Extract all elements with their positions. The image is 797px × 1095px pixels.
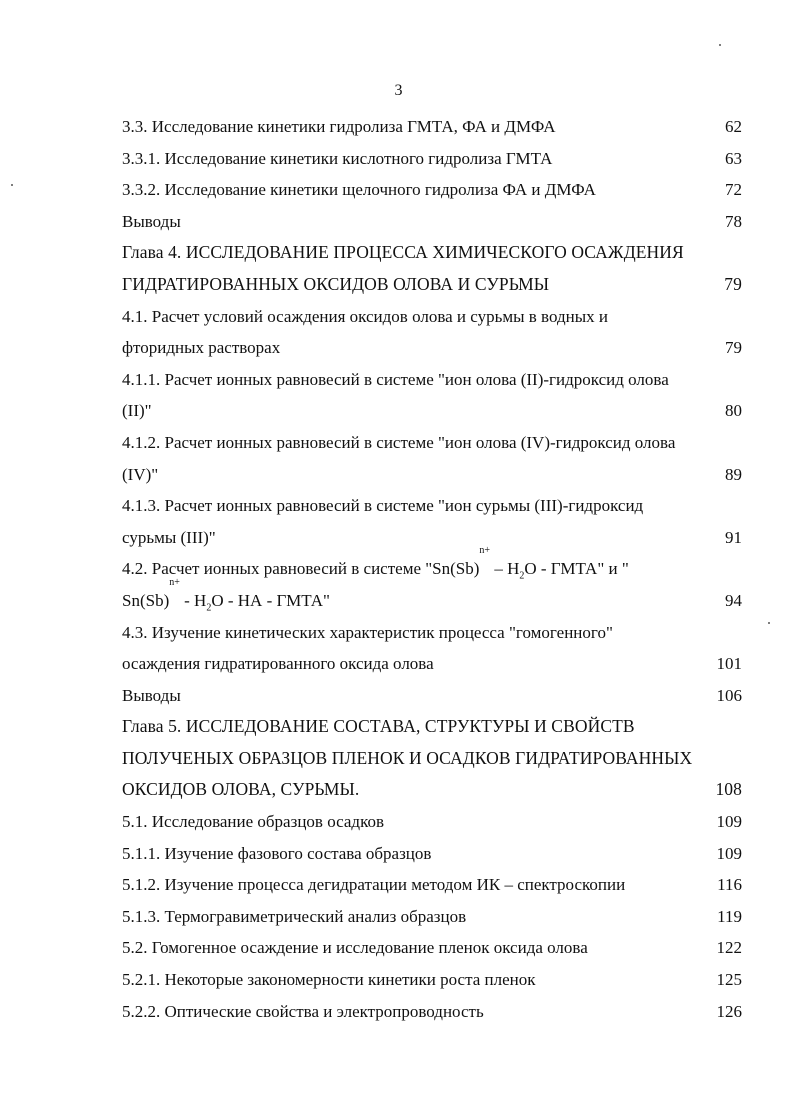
toc-entry-text: 5.2.1. Некоторые закономерности кинетики роста пленок <box>122 970 536 990</box>
toc-entry-text: ПОЛУЧЕНЫХ ОБРАЗЦОВ ПЛЕНОК И ОСАДКОВ ГИДРАТИРОВАННЫХ <box>122 747 693 768</box>
toc-entry <box>122 996 742 1028</box>
toc-entry-text: Глава 4. ИССЛЕДОВАНИЕ ПРОЦЕССА ХИМИЧЕСКОГО ОСАЖДЕНИЯ <box>122 242 684 263</box>
toc-entry <box>122 206 742 238</box>
toc-entry-page: 78 <box>725 211 742 231</box>
chapter-heading <box>122 269 742 301</box>
toc-entry-page: 72 <box>725 180 742 200</box>
toc-entry-page: 125 <box>716 970 742 990</box>
toc-entry <box>122 838 742 870</box>
formula-suffix: O - НА - ГМТА" <box>211 590 330 610</box>
toc-entry-text: фторидных растворах <box>122 338 281 358</box>
toc-entry <box>122 301 742 333</box>
toc-entry-text: 5.1.1. Изучение фазового состава образцов <box>122 843 432 863</box>
toc-entry <box>122 932 742 964</box>
toc-entry-text: осаждения гидратированного оксида олова <box>122 654 434 674</box>
toc-entry-text: 5.1. Исследование образцов осадков <box>122 812 384 832</box>
toc-entry-formula <box>122 545 742 585</box>
chapter-heading <box>122 711 742 743</box>
formula-middle: – H <box>490 559 520 579</box>
chapter-heading <box>122 237 742 269</box>
toc-entry <box>122 364 742 396</box>
toc-entry-text: (IV)" <box>122 464 159 484</box>
toc-entry <box>122 459 742 491</box>
chapter-heading <box>122 774 742 806</box>
toc-entry-page: 94 <box>725 590 742 610</box>
toc-entry-page: 122 <box>716 938 742 958</box>
toc-entry-text: 5.1.3. Термогравиметрический анализ образцов <box>122 906 467 926</box>
toc-entry-text: 5.2. Гомогенное осаждение и исследование пленок оксида олова <box>122 938 588 958</box>
toc-entry-text: сурьмы (III)" <box>122 527 216 547</box>
toc-entry-page: 62 <box>725 117 742 136</box>
toc-entry-page: 91 <box>725 527 742 547</box>
toc-entry-text: 4.1.2. Расчет ионных равновесий в системе "ион олова (IV)-гидроксид олова <box>122 432 676 452</box>
toc-entry-text: (II)" <box>122 401 152 421</box>
toc-entry <box>122 806 742 838</box>
formula-prefix: Sn(Sb) <box>122 590 170 610</box>
formula-middle: - H <box>179 590 207 610</box>
toc-entry-text: ОКСИДОВ ОЛОВА, СУРЬМЫ. <box>122 779 360 800</box>
scan-speck <box>768 622 770 624</box>
toc-entry-page: 108 <box>715 779 742 800</box>
formula-prefix: 4.2. Расчет ионных равновесий в системе "Sn(Sb) <box>122 559 480 579</box>
toc-entry-text: 5.1.2. Изучение процесса дегидратации методом ИК – спектроскопии <box>122 875 626 895</box>
toc-entry-text: 4.1.1. Расчет ионных равновесий в системе "ион олова (II)-гидроксид олова <box>122 369 669 389</box>
toc-entry <box>122 901 742 933</box>
toc-entry-text: Выводы <box>122 211 181 231</box>
formula-suffix: O - ГМТА" и " <box>524 559 629 579</box>
toc-entry-text: 5.2.2. Оптические свойства и электропроводность <box>122 1001 484 1021</box>
toc-entry-page: 126 <box>716 1001 742 1021</box>
scan-speck <box>11 184 13 186</box>
toc-entry-text: 4.3. Изучение кинетических характеристик процесса "гомогенного" <box>122 622 613 642</box>
toc-entry-page: 116 <box>717 875 742 895</box>
toc-entry-page: 101 <box>716 654 742 674</box>
toc-entry-page: 106 <box>716 685 742 705</box>
chapter-heading <box>122 743 742 775</box>
toc-entry-text: 3.3.2. Исследование кинетики щелочного гидролиза ФА и ДМФА <box>122 180 596 200</box>
toc-entry-page: 109 <box>716 843 742 863</box>
charge-superscript: n+ <box>479 545 491 557</box>
charge-superscript: n+ <box>169 576 180 588</box>
toc-entry <box>122 395 742 427</box>
toc-entry <box>122 869 742 901</box>
toc-entry-text: 3.3. Исследование кинетики гидролиза ГМТА, ФА и ДМФА <box>122 117 556 136</box>
toc-entry-page: 89 <box>725 464 742 484</box>
subscript: 2 <box>206 602 212 614</box>
toc-entry-formula <box>122 576 742 617</box>
toc-entry <box>122 617 742 649</box>
toc-entry <box>122 522 742 557</box>
toc-entry <box>122 680 742 712</box>
toc-entry <box>122 427 742 459</box>
toc-entry-text: 3.3.1. Исследование кинетики кислотного гидролиза ГМТА <box>122 148 553 168</box>
toc-entry-page: 119 <box>717 906 742 926</box>
toc-entry-text: Глава 5. ИССЛЕДОВАНИЕ СОСТАВА, СТРУКТУРЫ И СВОЙСТВ <box>122 716 635 737</box>
toc-entry-text: 4.1.3. Расчет ионных равновесий в системе "ион сурьмы (III)-гидроксид <box>122 496 644 516</box>
table-of-contents <box>122 111 742 1027</box>
subscript: 2 <box>519 570 525 582</box>
toc-entry <box>122 332 742 364</box>
toc-entry <box>122 964 742 996</box>
toc-entry-page: 79 <box>725 338 742 358</box>
toc-entry <box>122 174 742 206</box>
toc-entry-page: 80 <box>725 401 742 421</box>
toc-entry <box>122 648 742 680</box>
toc-entry <box>122 111 742 143</box>
toc-entry <box>122 490 742 522</box>
toc-entry-page: 109 <box>716 812 742 832</box>
toc-entry-page: 79 <box>724 273 742 294</box>
toc-entry-text: Выводы <box>122 685 181 705</box>
page-number: 3 <box>394 82 403 99</box>
toc-entry <box>122 143 742 175</box>
toc-entry-page: 63 <box>725 148 742 168</box>
toc-entry-text: ГИДРАТИРОВАННЫХ ОКСИДОВ ОЛОВА И СУРЬМЫ <box>122 273 550 294</box>
toc-entry-text: 4.1. Расчет условий осаждения оксидов олова и сурьмы в водных и <box>122 306 608 326</box>
scan-speck <box>719 44 721 46</box>
